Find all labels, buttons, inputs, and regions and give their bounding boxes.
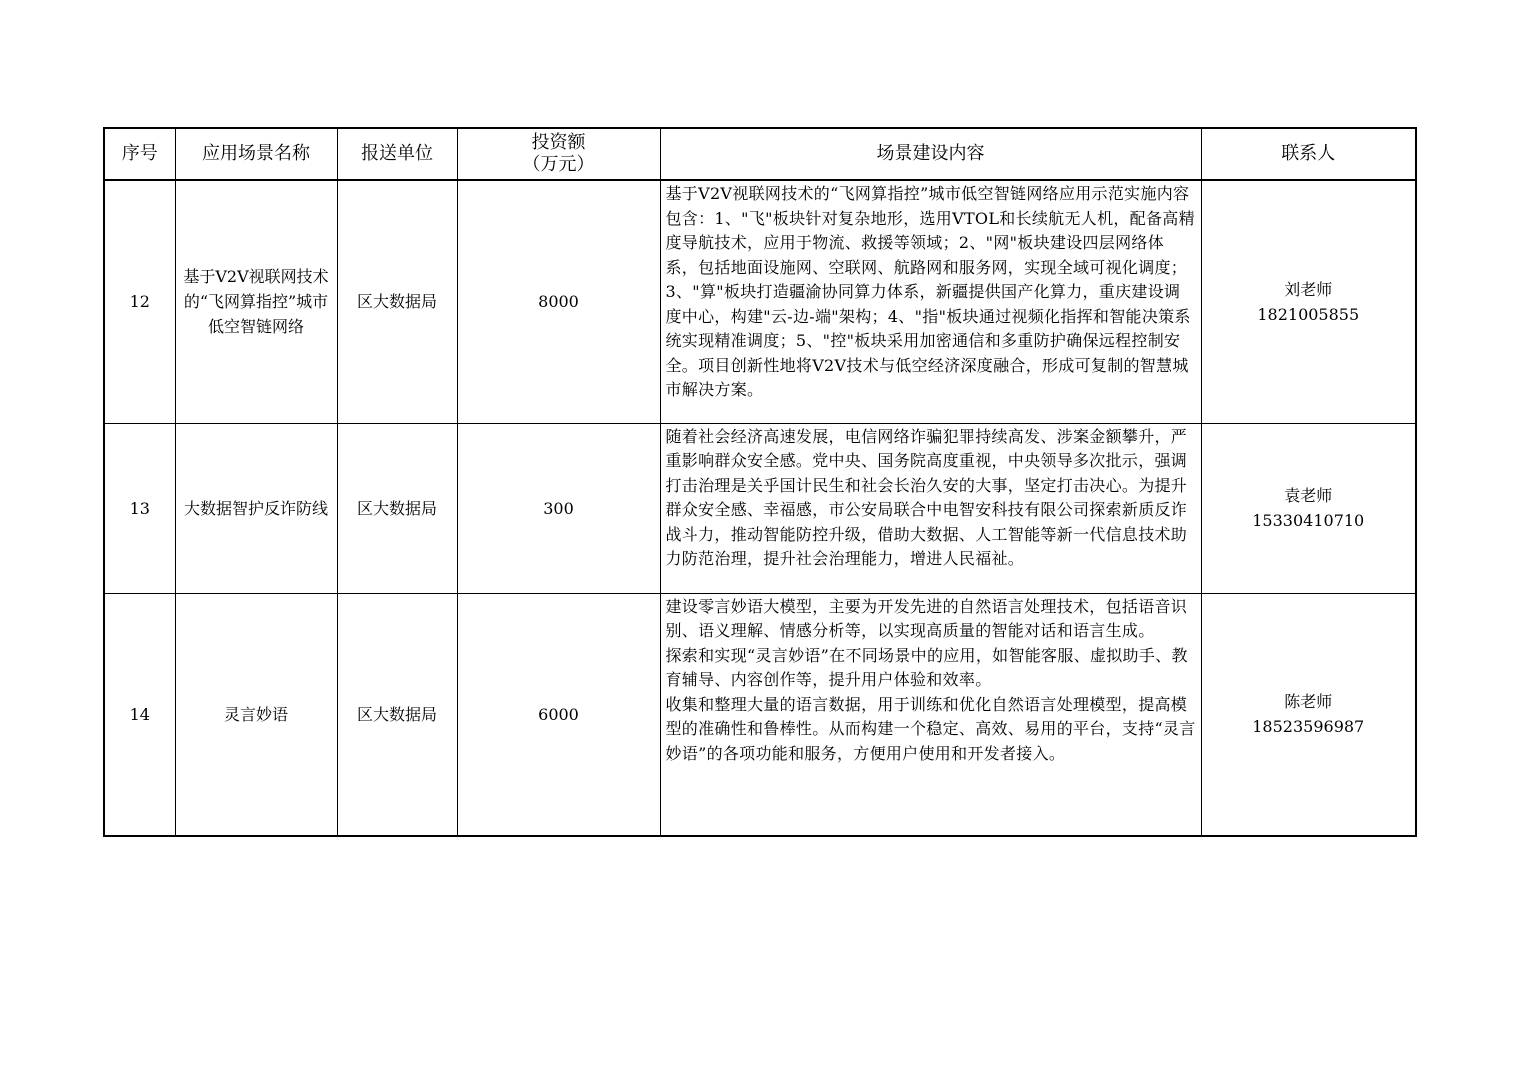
header-content: 场景建设内容 (660, 128, 1201, 180)
scenario-table (103, 127, 1417, 837)
row-seq: 12 (104, 180, 175, 423)
row-content: 随着社会经济高速发展，电信网络诈骗犯罪持续高发、涉案金额攀升，严重影响群众安全感。党中央、国务院高度重视，中央领导多次批示，强调打击治理是关乎国计民生和社会长治久安的大事，坚定打击决心。为提升群众安全感、幸福感，市公安局联合中电智安科技有限公司探索新质反诈战斗力，推动智能防控升级，借助大数据、人工智能等新一代信息技术助力防范治理，提升社会治理能力，增进人民福祉。 (660, 423, 1201, 593)
content-paragraph: 建设零言妙语大模型，主要为开发先进的自然语言处理技术，包括语音识别、语义理解、情感分析等，以实现高质量的智能对话和语言生成。 (665, 596, 1188, 640)
header-contact: 联系人 (1201, 128, 1416, 180)
row-content: 基于V2V视联网技术的“飞网算指控”城市低空智链网络应用示范实施内容包含：1、"飞"板块针对复杂地形，选用VTOL和长续航无人机，配备高精度导航技术，应用于物流、救援等领域；2、"网"板块建设四层网络体系，包括地面设施网、空联网、航路网和服务网，实现全域可视化调度；3、"算"板块打造疆渝协同算力体系，新疆提供国产化算力，重庆建设调度中心，构建"云-边-端"架构；4、"指"板块通过视频化指挥和智能决策系统实现精准调度；5、"控"板块采用加密通信和多重防护确保远程控制安全。项目创新性地将V2V技术与低空经济深度融合，形成可复制的智慧城市解决方案。 (660, 180, 1201, 423)
table-row (104, 593, 1416, 836)
row-contact (1201, 180, 1416, 423)
row-investment: 6000 (457, 593, 660, 836)
row-investment: 8000 (457, 180, 660, 423)
contact-name: 陈老师 (1284, 692, 1333, 712)
contact-phone: 1821005855 (1257, 304, 1360, 324)
header-investment-line1: 投资额 (531, 132, 586, 153)
contact-name: 刘老师 (1284, 279, 1333, 299)
header-unit: 报送单位 (337, 128, 457, 180)
contact-phone: 15330410710 (1252, 511, 1365, 530)
table-row (104, 180, 1416, 423)
row-unit: 区大数据局 (337, 423, 457, 593)
row-seq: 14 (104, 593, 175, 836)
row-seq: 13 (104, 423, 175, 593)
header-row (104, 128, 1416, 180)
header-seq: 序号 (104, 128, 175, 180)
contact-name: 袁老师 (1284, 486, 1333, 505)
row-name: 基于V2V视联网技术的“飞网算指控”城市低空智链网络 (175, 180, 337, 423)
header-investment-line2: （万元） (522, 154, 595, 175)
row-name: 大数据智护反诈防线 (175, 423, 337, 593)
content-paragraph: 探索和实现“灵言妙语”在不同场景中的应用，如智能客服、虚拟助手、教育辅导、内容创作等，提升用户体验和效率。 (665, 645, 1188, 689)
content-paragraph: 收集和整理大量的语言数据，用于训练和优化自然语言处理模型，提高模型的准确性和鲁棒性。从而构建一个稳定、高效、易用的平台，支持“灵言妙语”的各项功能和服务，方便用户使用和开发者接入。 (665, 694, 1196, 763)
header-investment (457, 128, 660, 180)
row-contact (1201, 423, 1416, 593)
row-unit: 区大数据局 (337, 593, 457, 836)
contact-phone: 18523596987 (1252, 717, 1365, 737)
row-investment: 300 (457, 423, 660, 593)
row-name: 灵言妙语 (175, 593, 337, 836)
row-content (660, 593, 1201, 836)
header-name: 应用场景名称 (175, 128, 337, 180)
row-unit: 区大数据局 (337, 180, 457, 423)
table-row (104, 423, 1416, 593)
row-contact (1201, 593, 1416, 836)
